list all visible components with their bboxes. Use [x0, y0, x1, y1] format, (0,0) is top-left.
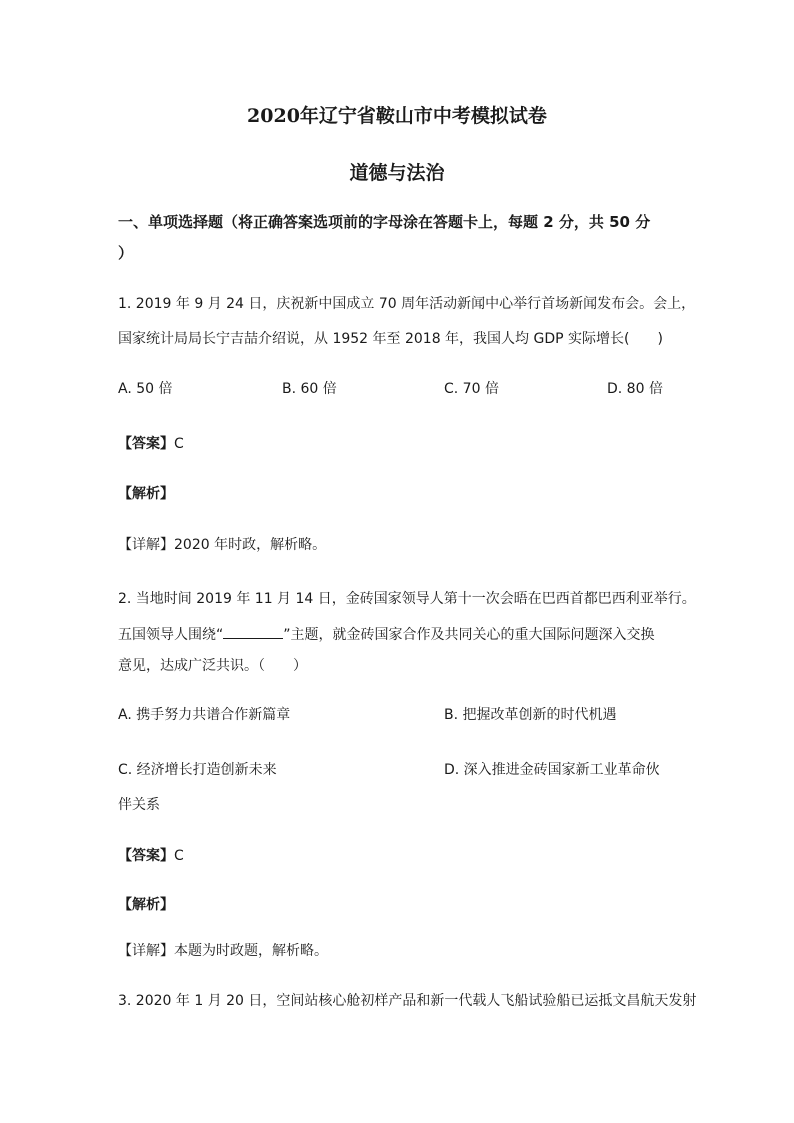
answer-label: 【答案】 [118, 436, 174, 452]
q1-option-b: B. 60 倍 [282, 381, 337, 397]
q2-option-d-cont: 伴关系 [118, 797, 160, 813]
detail-label: 【详解】 [118, 537, 174, 553]
section-heading-cont: ） [118, 244, 134, 262]
page-subtitle: 道德与法治 [349, 162, 445, 184]
q2-stem-line2-post: ”主题，就金砖国家合作及共同关心的重大国际问题深入交换 [283, 627, 655, 643]
q2-analysis-label: 【解析】 [118, 897, 174, 913]
q2-stem-line2-pre: 五国领导人围绕“ [118, 627, 224, 643]
q2-option-d: D. 深入推进金砖国家新工业革命伙 [444, 762, 660, 778]
detail-label: 【详解】 [118, 943, 174, 959]
q2-stem-line1: 2. 当地时间 2019 年 11 月 14 日，金砖国家领导人第十一次会晤在巴西首都巴西利亚举行。 [118, 591, 696, 607]
q1-option-c: C. 70 倍 [444, 381, 499, 397]
q2-stem-line2 [118, 624, 655, 645]
fill-blank [223, 624, 283, 639]
q1-stem-line1: 1. 2019 年 9 月 24 日，庆祝新中国成立 70 周年活动新闻中心举行首场新闻发布会。会上， [118, 296, 696, 312]
page-title: 2020年辽宁省鞍山市中考模拟试卷 [247, 105, 547, 127]
q1-stem-line2: 国家统计局局长宁吉喆介绍说，从 1952 年至 2018 年，我国人均 GDP 实际增长( ) [118, 331, 663, 347]
q2-option-a: A. 携手努力共谱合作新篇章 [118, 707, 291, 723]
q2-detail [118, 941, 328, 961]
answer-value: C [174, 436, 184, 452]
q1-analysis-label: 【解析】 [118, 486, 174, 502]
q2-option-b: B. 把握改革创新的时代机遇 [444, 707, 617, 723]
q1-answer [118, 434, 184, 454]
q1-option-d: D. 80 倍 [607, 381, 663, 397]
answer-value: C [174, 848, 184, 864]
section-heading: 一、单项选择题（将正确答案选项前的字母涂在答题卡上，每题 2 分，共 50 分 [118, 213, 651, 231]
q1-detail [118, 535, 326, 555]
q3-stem-line1: 3. 2020 年 1 月 20 日，空间站核心舱初样产品和新一代载人飞船试验船已运抵文昌航天发射 [118, 993, 697, 1009]
answer-label: 【答案】 [118, 848, 174, 864]
detail-text: 2020 年时政，解析略。 [174, 537, 327, 553]
q1-option-a: A. 50 倍 [118, 381, 173, 397]
detail-text: 本题为时政题，解析略。 [174, 943, 328, 959]
q2-stem-line3: 意见，达成广泛共识。（ ） [118, 658, 307, 674]
q2-answer [118, 846, 184, 866]
q2-option-c: C. 经济增长打造创新未来 [118, 762, 277, 778]
